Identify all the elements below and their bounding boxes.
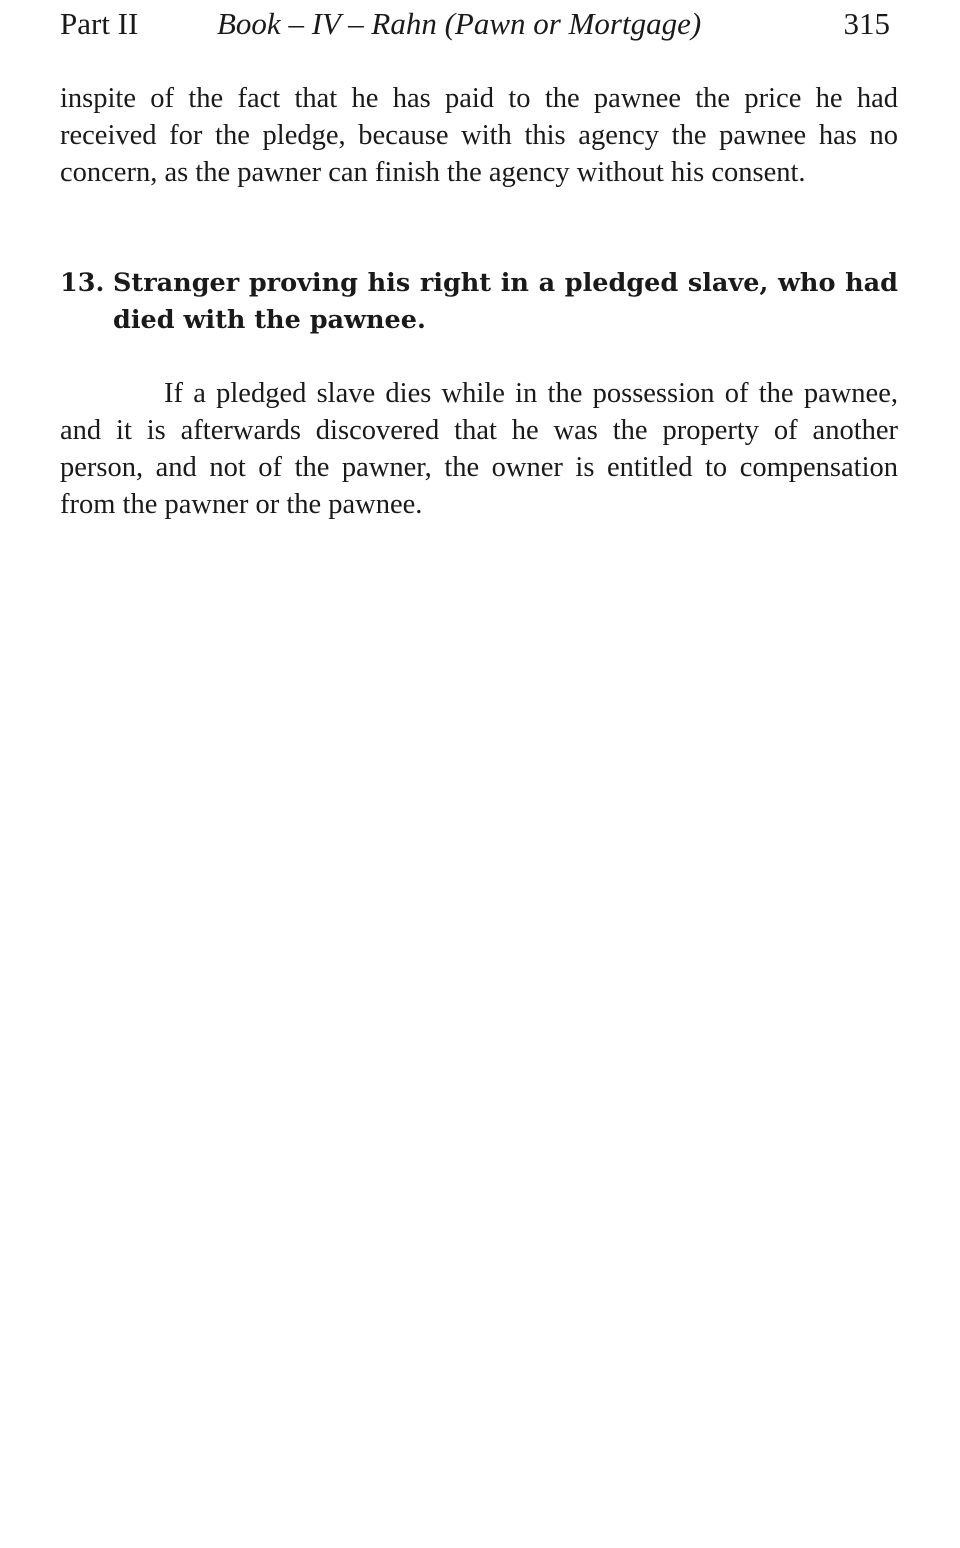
page-number: 315: [843, 6, 890, 41]
header-book-title: Book – IV – Rahn (Pawn or Mortgage): [217, 6, 702, 41]
section-heading: [60, 265, 898, 339]
section-number: 13.: [60, 268, 105, 298]
section-title: Stranger proving his right in a pledged slave, who had died with the pawnee.: [113, 268, 898, 335]
continued-paragraph: inspite of the fact that he has paid to the pawnee the price he had received for the pledge, because with this agency the pawnee has no concern, as the pawner can finish the agency without his consent.: [60, 83, 898, 188]
section-body-paragraph: If a pledged slave dies while in the possession of the pawnee, and it is afterwards discovered that he was the property of another person, and not of the pawner, the owner is entitled to compensation from the pawner or the pawnee.: [60, 378, 898, 520]
header-part-label: Part II: [60, 6, 139, 41]
running-header: [60, 2, 890, 46]
